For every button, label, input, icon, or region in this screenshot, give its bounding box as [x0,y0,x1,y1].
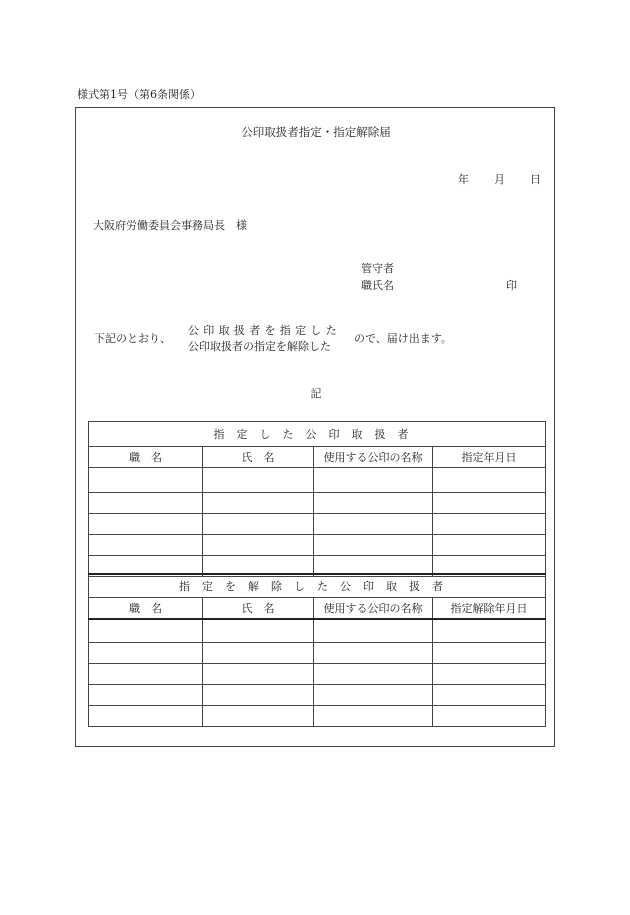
column-header-position: 職 名 [89,598,203,620]
table-cell[interactable] [433,643,546,664]
table-cell[interactable] [203,514,314,535]
table-cell[interactable] [89,514,203,535]
table-cell[interactable] [433,493,546,514]
column-header-seal-name: 使用する公印の名称 [314,447,433,468]
table-cell[interactable] [89,706,203,727]
table-cell[interactable] [314,468,433,493]
custodian-role-label: 管守者 [361,262,394,275]
table-cell[interactable] [89,468,203,493]
table-cell[interactable] [203,619,314,643]
date-year-label: 年 [458,173,469,186]
document-title: 公印取扱者指定・指定解除届 [241,125,391,139]
revoked-handlers-table [88,573,546,727]
custodian-name-label: 職氏名 [361,279,394,292]
revoked-table-body [89,619,546,727]
table-cell[interactable] [203,643,314,664]
table-row [89,685,546,706]
table-cell[interactable] [433,619,546,643]
table-title-row [89,422,546,447]
revoked-table-title: 指定を解除した公印取扱者 [89,574,546,598]
table-cell[interactable] [89,664,203,685]
addressee: 大阪府労働委員会事務局長 様 [93,219,247,232]
table-cell[interactable] [314,493,433,514]
notice-prefix: 下記のとおり、 [94,332,171,345]
table-row [89,619,546,643]
designated-table-title: 指定した公印取扱者 [89,422,546,447]
ki-heading: 記 [310,387,322,400]
table-cell[interactable] [203,664,314,685]
table-cell[interactable] [314,535,433,556]
designated-handlers-table [88,421,546,577]
table-cell[interactable] [89,619,203,643]
table-row [89,643,546,664]
table-cell[interactable] [203,685,314,706]
table-cell[interactable] [89,493,203,514]
table-cell[interactable] [314,514,433,535]
table-row [89,706,546,727]
table-cell[interactable] [89,535,203,556]
table-cell[interactable] [314,643,433,664]
column-header-position: 職 名 [89,447,203,468]
form-frame [75,107,555,747]
table-header-row [89,598,546,620]
notice-option-revoke: 公印取扱者の指定を解除した [188,340,331,353]
table-cell[interactable] [203,535,314,556]
table-cell[interactable] [203,493,314,514]
table-row [89,535,546,556]
table-title-row [89,574,546,598]
notice-option-designate: 公印取扱者を指定した [188,324,341,337]
table-row [89,468,546,493]
notice-suffix: ので、届け出ます。 [354,332,452,345]
table-cell[interactable] [314,619,433,643]
date-day-label: 日 [530,173,541,186]
table-cell[interactable] [433,514,546,535]
table-cell[interactable] [433,468,546,493]
table-row [89,664,546,685]
table-cell[interactable] [314,706,433,727]
table-cell[interactable] [433,664,546,685]
table-cell[interactable] [89,643,203,664]
table-cell[interactable] [433,685,546,706]
table-cell[interactable] [314,685,433,706]
column-header-designation-date: 指定年月日 [433,447,546,468]
table-cell[interactable] [203,468,314,493]
table-cell[interactable] [433,706,546,727]
form-number-label: 様式第1号（第6条関係） [77,88,201,101]
table-cell[interactable] [203,706,314,727]
designated-table-body [89,468,546,577]
table-cell[interactable] [433,535,546,556]
column-header-name: 氏 名 [203,447,314,468]
column-header-seal-name: 使用する公印の名称 [314,598,433,620]
column-header-revocation-date: 指定解除年月日 [433,598,546,620]
table-cell[interactable] [89,685,203,706]
table-header-row [89,447,546,468]
table-cell[interactable] [314,664,433,685]
column-header-name: 氏 名 [203,598,314,620]
date-month-label: 月 [494,173,505,186]
seal-mark: 印 [506,279,517,292]
table-row [89,514,546,535]
table-row [89,493,546,514]
